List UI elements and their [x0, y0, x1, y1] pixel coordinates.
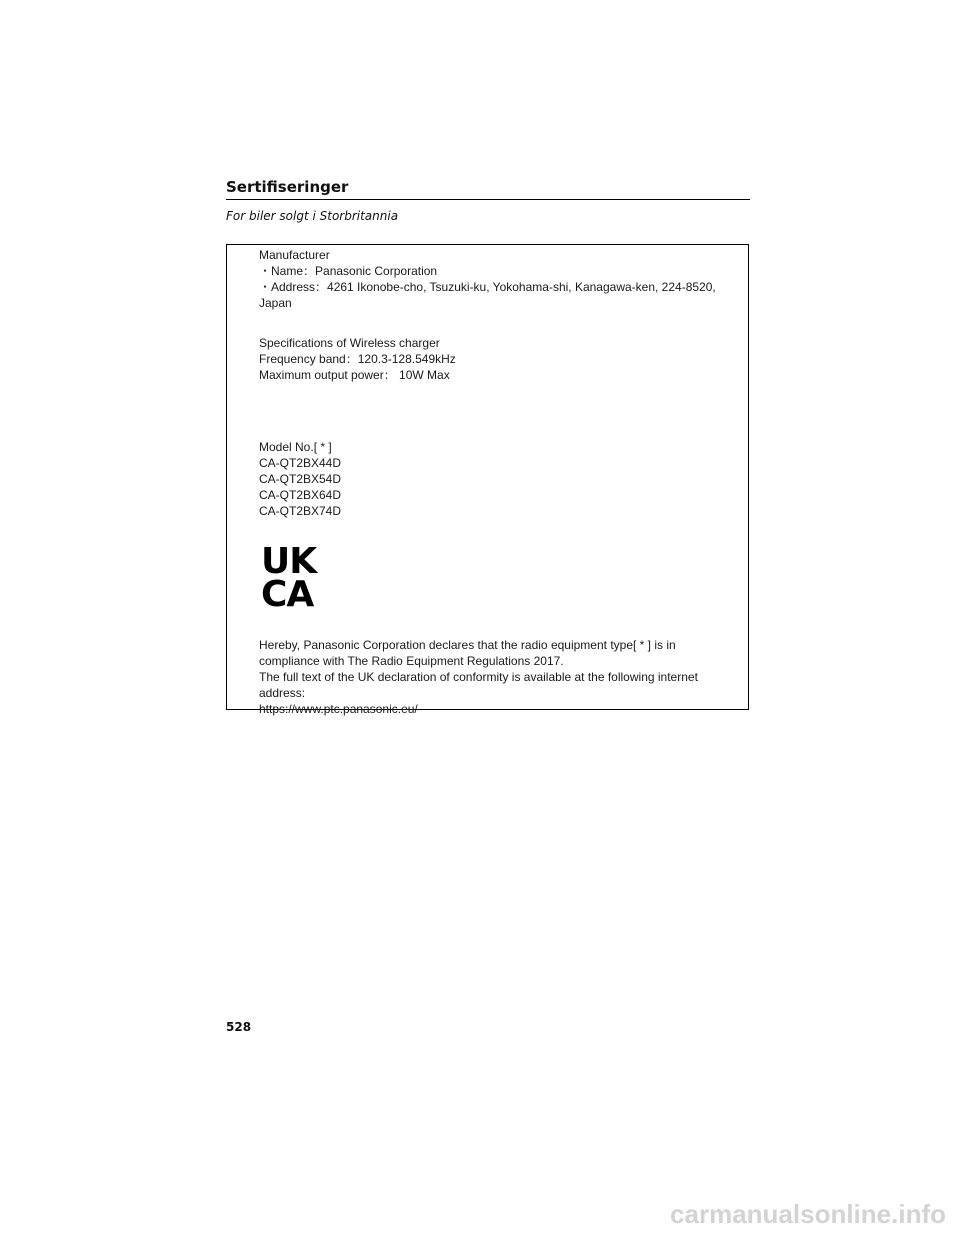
manufacturer-address: ・Address：4261 Ikonobe-cho, Tsuzuki-ku, Yokohama-shi, Kanagawa-ken, 224-8520, Japan [259, 280, 716, 310]
certification-box [226, 244, 749, 716]
frequency-band: Frequency band：120.3-128.549kHz [259, 352, 456, 366]
watermark: carmanualsonline.info [670, 1199, 946, 1229]
model-number: CA-QT2BX74D [259, 504, 342, 518]
max-output-power: Maximum output power： 10W Max [259, 368, 450, 382]
declaration-availability: The full text of the UK declaration of conformity is available at the following internet address: [259, 670, 698, 700]
declaration-url-link[interactable]: https://www.ptc.panasonic.eu/ [259, 702, 418, 716]
model-number: CA-QT2BX44D [259, 456, 342, 470]
model-number: CA-QT2BX54D [259, 472, 342, 486]
section-subtitle: For biler solgt i Storbritannia [226, 209, 399, 223]
model-number-heading: Model No.[ * ] [259, 440, 332, 454]
manufacturer-name: ・Name：Panasonic Corporation [259, 264, 438, 278]
manufacturer-heading: Manufacturer [259, 248, 330, 262]
page-number: 528 [226, 1020, 252, 1034]
ukca-mark-line-2: CA [261, 574, 314, 607]
certification-text [259, 247, 729, 717]
ukca-mark-icon [261, 543, 329, 607]
declaration-statement: Hereby, Panasonic Corporation declares that the radio equipment type[ * ] is in compliance with The Radio Equipment Regulations 2017. [259, 638, 676, 668]
specifications-heading: Specifications of Wireless charger [259, 336, 440, 350]
title-divider [226, 199, 750, 200]
section-title: Sertifiseringer [226, 178, 349, 196]
ukca-mark-line-1: UK [261, 543, 317, 582]
model-number: CA-QT2BX64D [259, 488, 342, 502]
